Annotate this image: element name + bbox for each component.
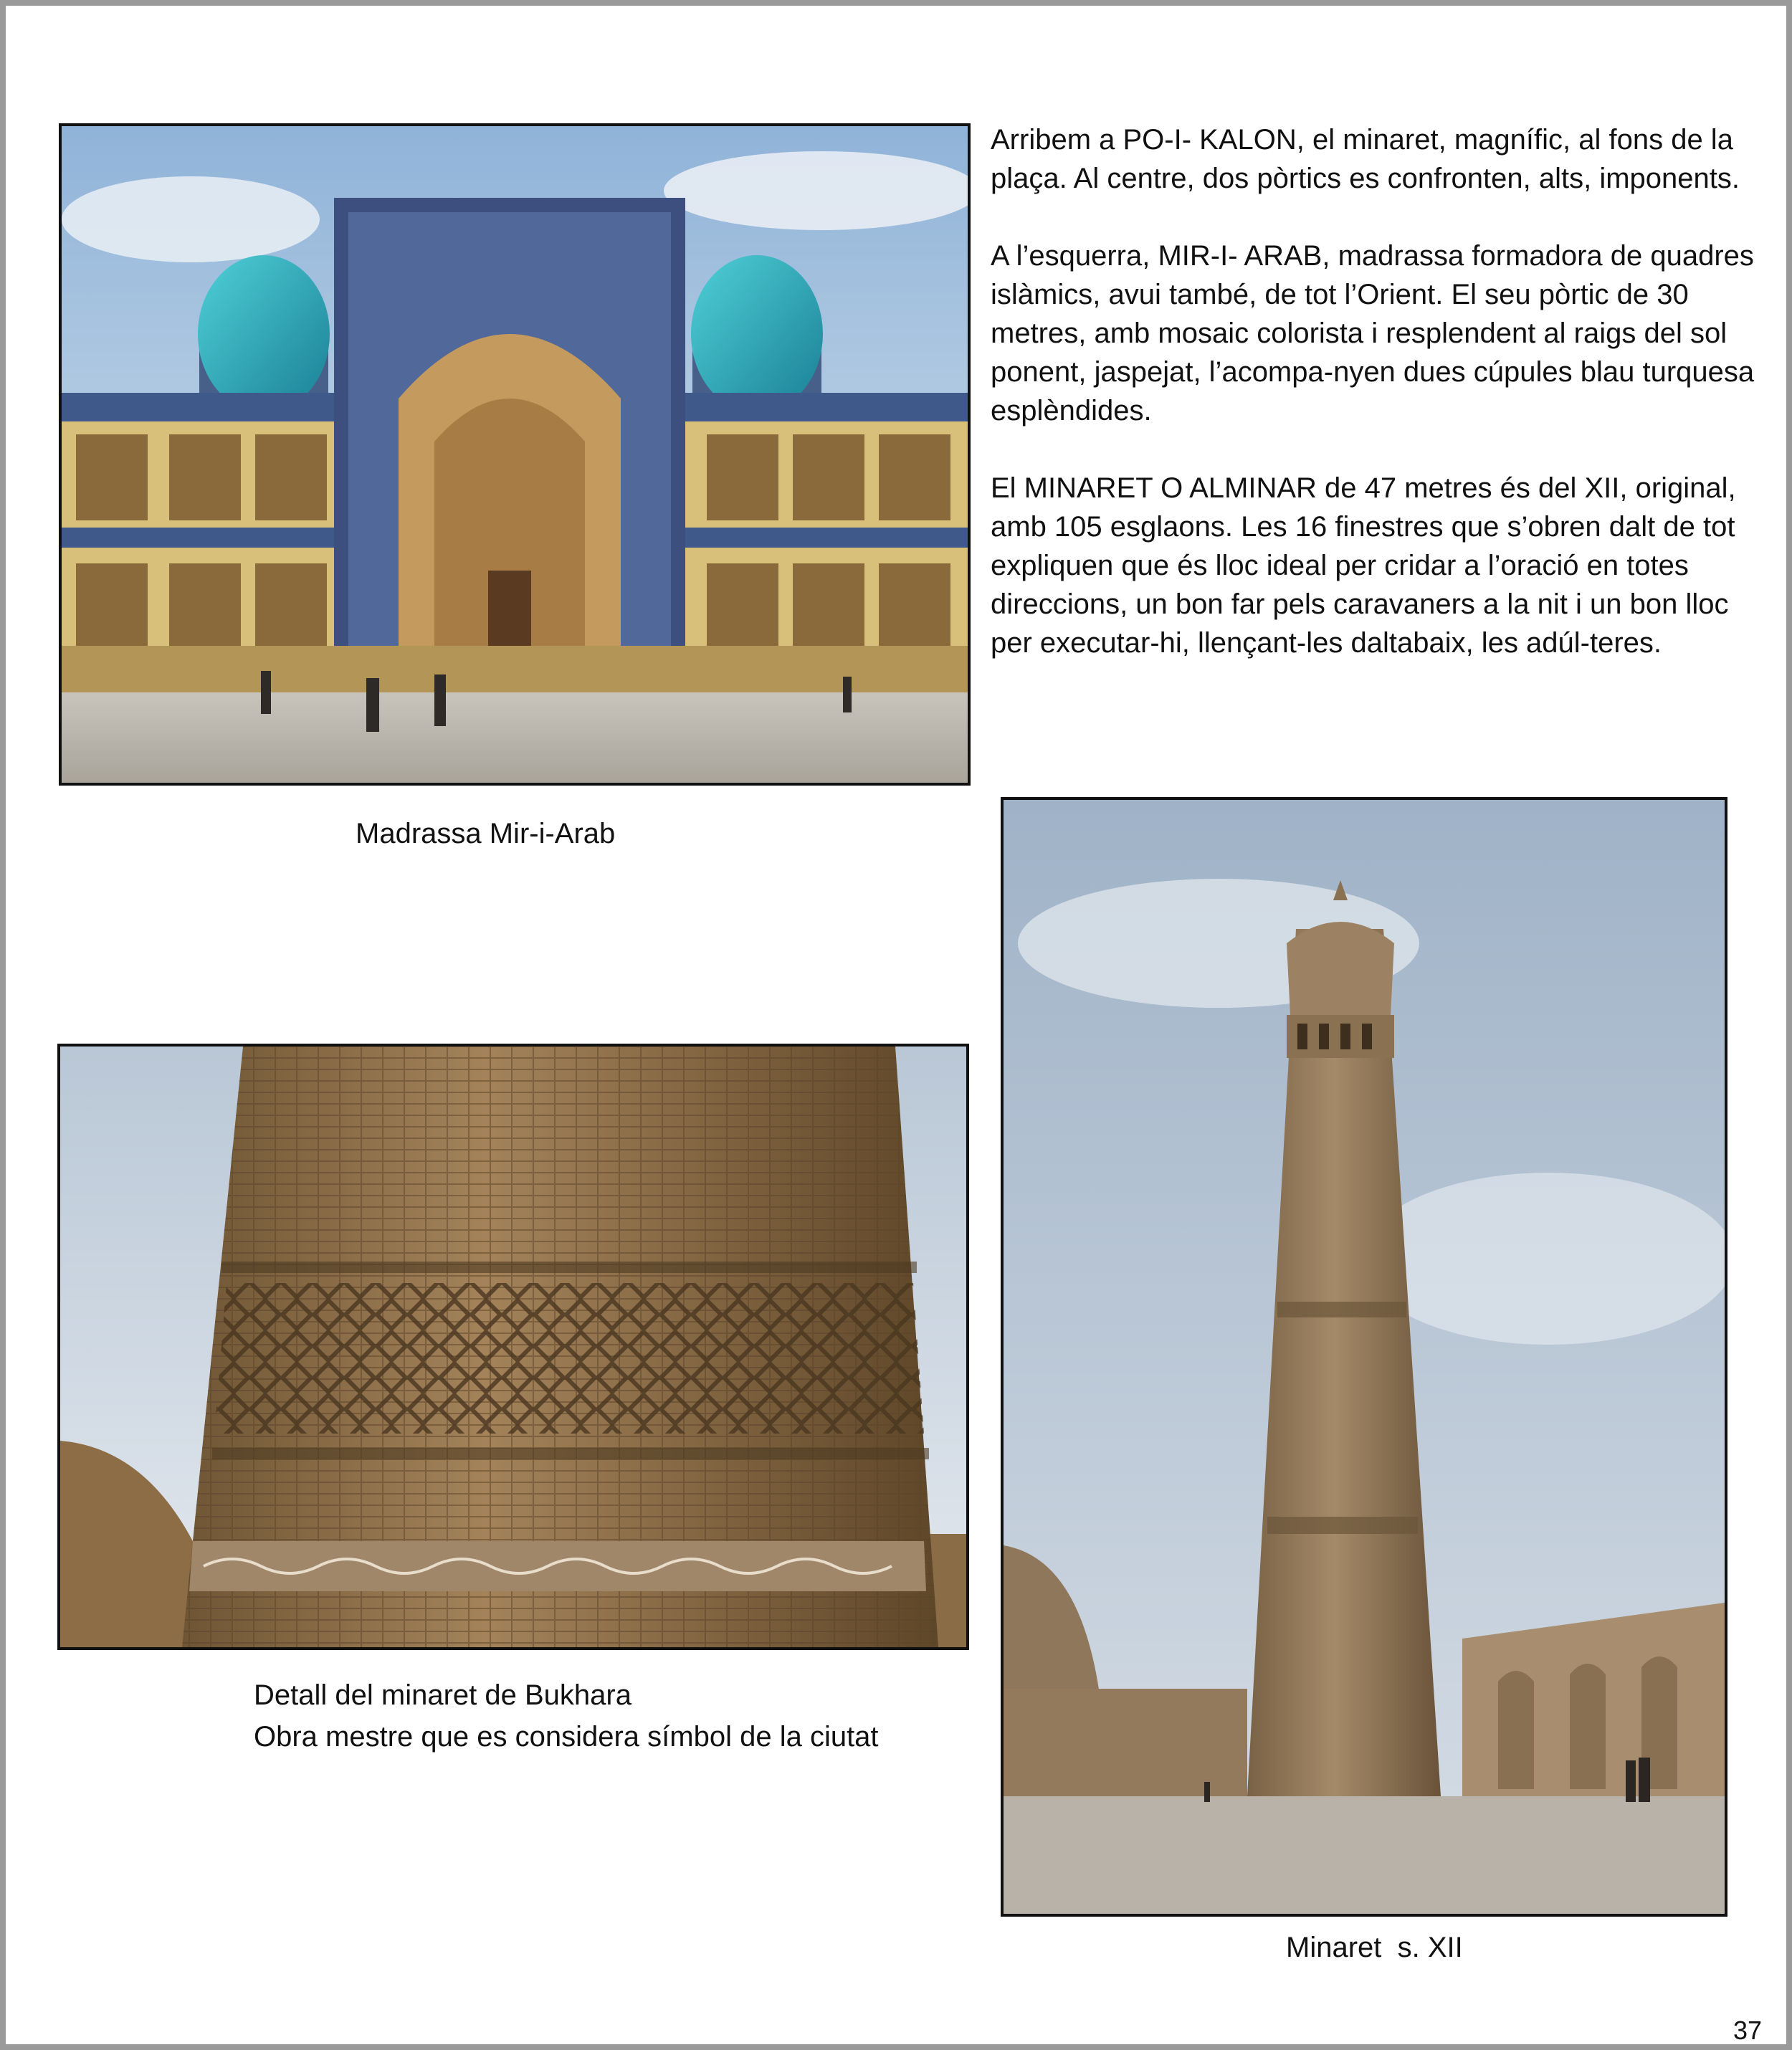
madrassa-photo [59,123,971,786]
detail-caption-title: Detall del minaret de Bukhara [254,1679,632,1711]
article-paragraph: Arribem a PO-I- KALON, el minaret, magnífic, al fons de la plaça. Al centre, dos pòrtics es confronten, alts, imponents. [991,124,1740,194]
minaret-caption: Minaret s. XII [1286,1932,1463,1963]
minaret-detail-photo [57,1044,969,1650]
article-text [991,120,1765,701]
article-paragraph: El MINARET O ALMINAR de 47 metres és del XII, original, amb 105 esglaons. Les 16 finestres que s’obren dalt de tot expliquen que és lloc ideal per cridar a l’oració en totes direccions, un bon far pels caravaners a la nit i un bon lloc per executar-hi, llençant-les daltabaix, les adúl-teres. [991,472,1736,659]
article-paragraph: A l’esquerra, MIR-I- ARAB, madrassa formadora de quadres islàmics, avui també, de tot l’Orient. El seu pòrtic de 30 metres, amb mosaic colorista i resplendent al raigs del sol ponent, jaspejat, l’acompa-nyen dues cúpules blau turquesa esplèndides. [991,240,1755,426]
page-number: 37 [1733,2016,1762,2045]
detail-caption-subtitle: Obra mestre que es considera símbol de la ciutat [254,1721,879,1753]
minaret-photo [1001,797,1727,1917]
madrassa-caption: Madrassa Mir-i-Arab [356,818,616,849]
